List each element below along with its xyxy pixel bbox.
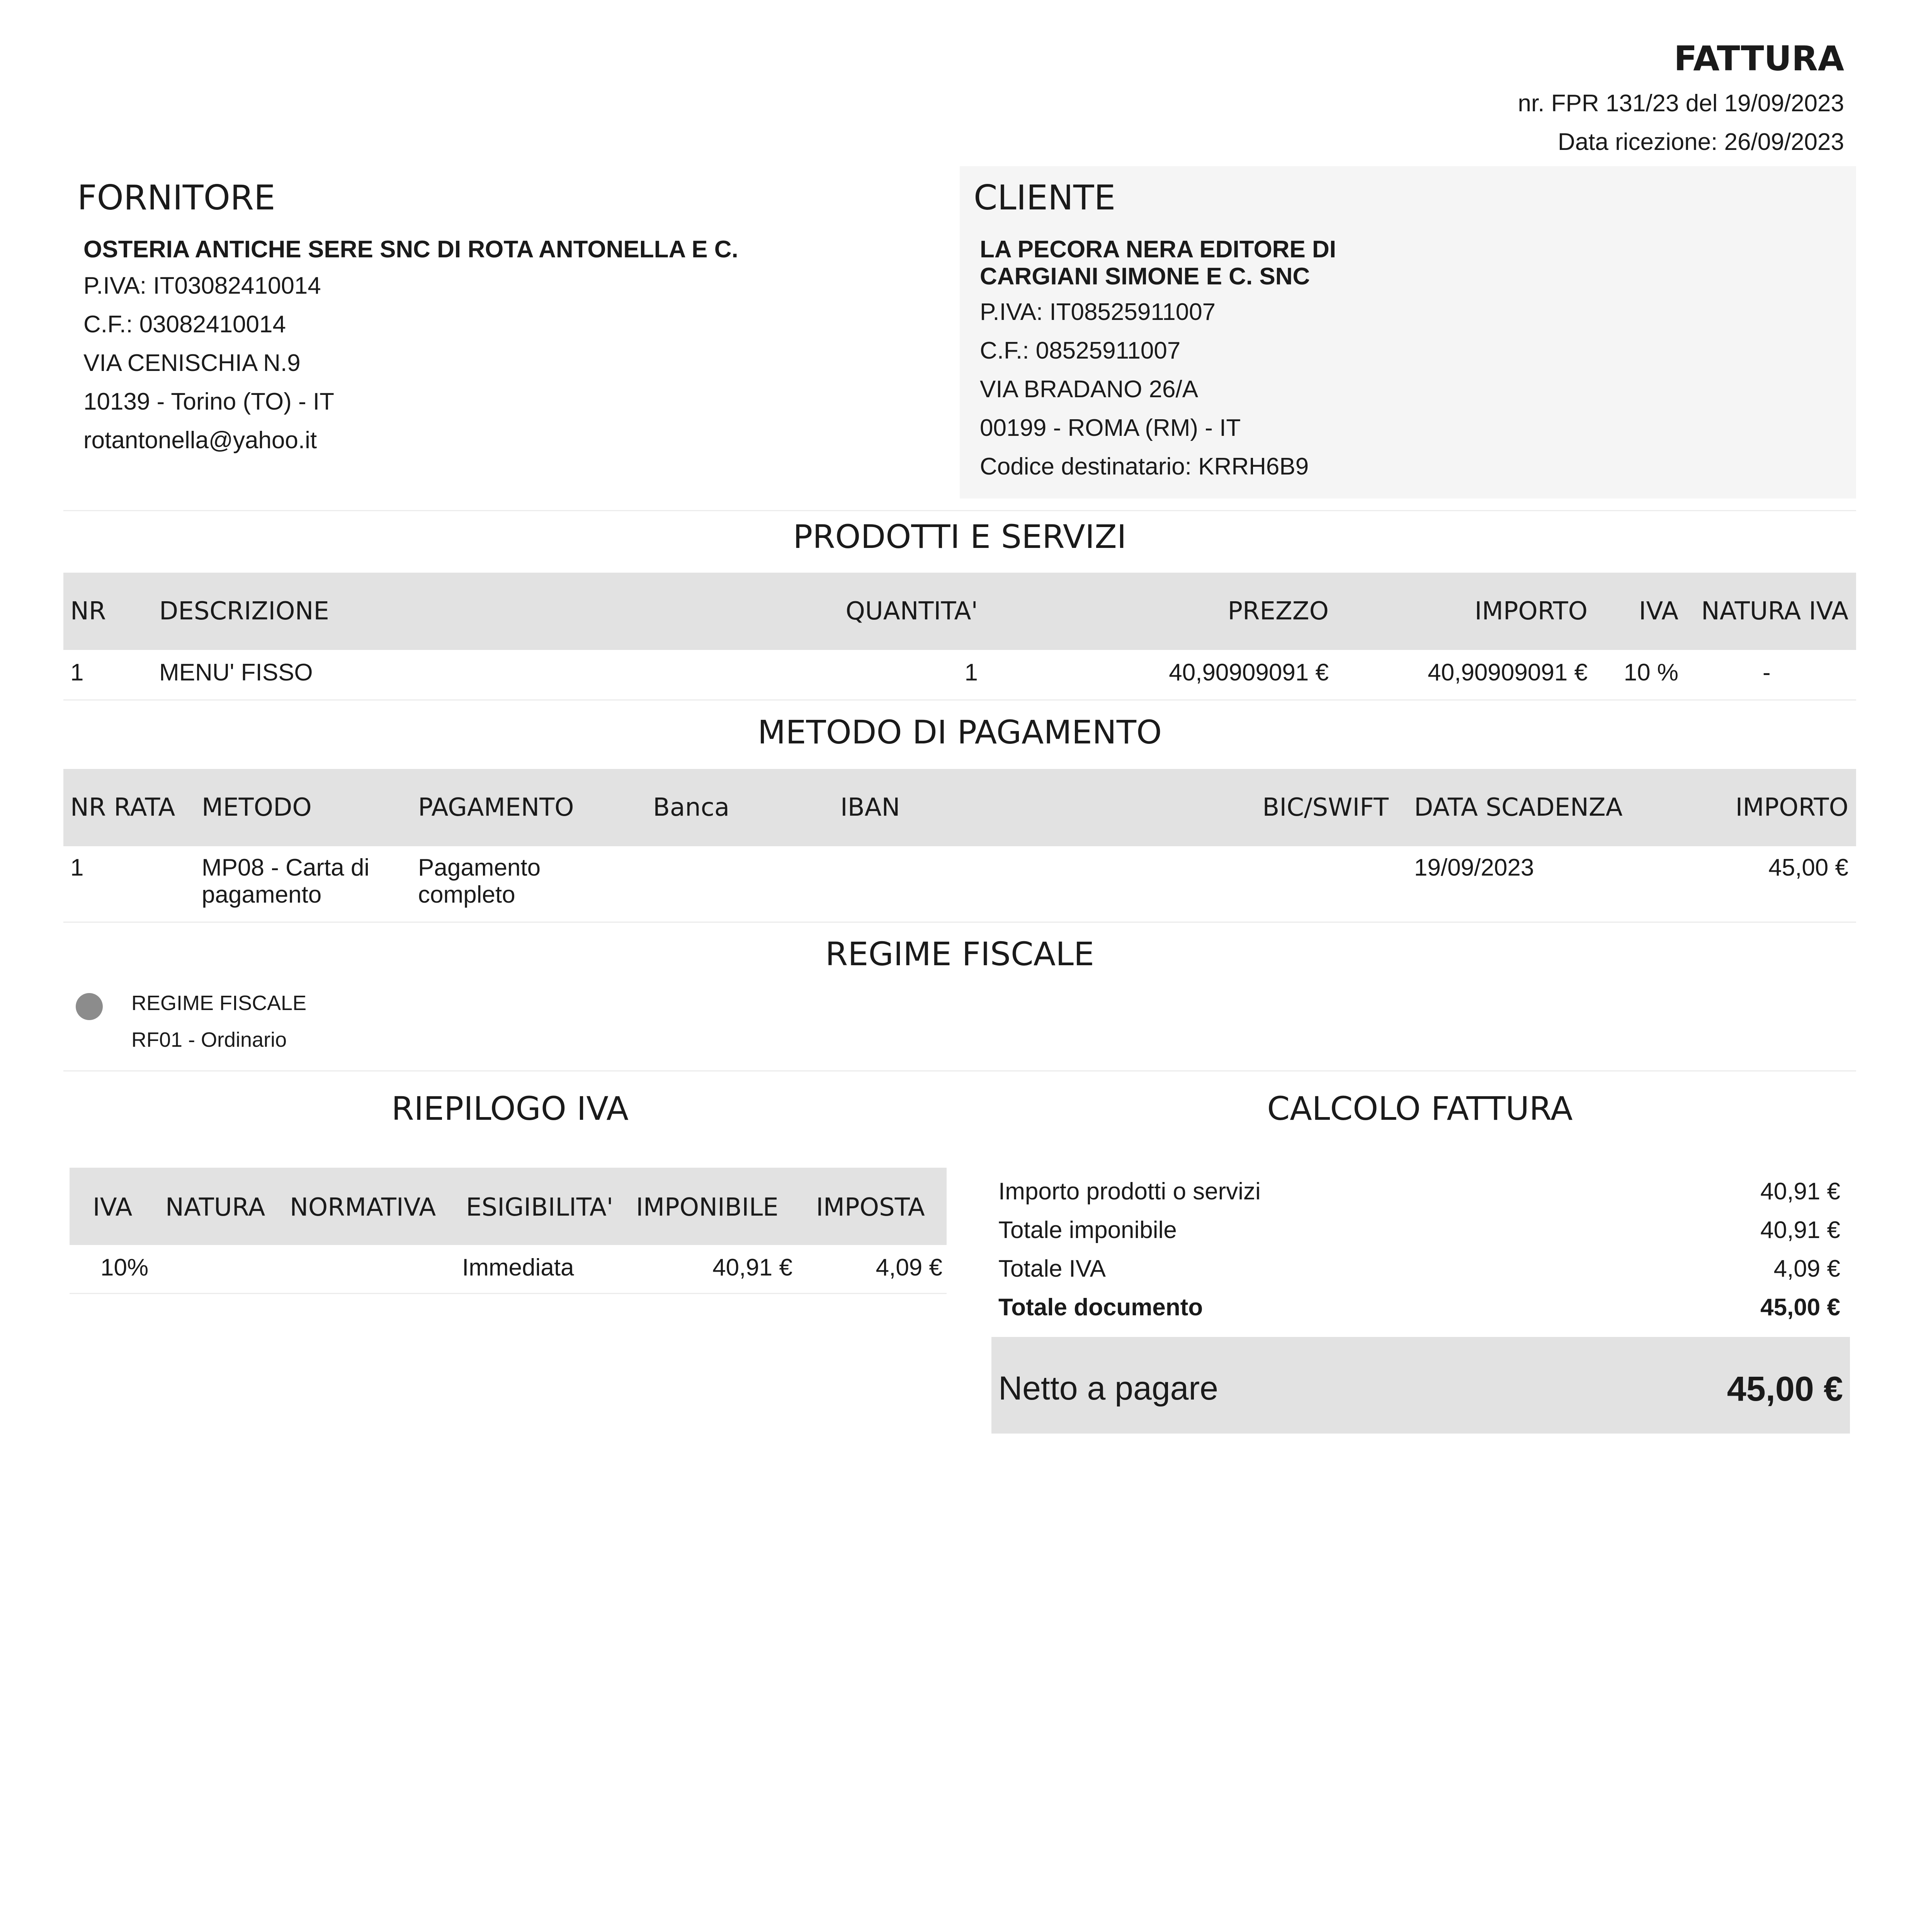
divider [63, 699, 1856, 701]
col-bic: BIC/SWIFT [1262, 793, 1389, 822]
client-fiscal-code: C.F.: 08525911007 [980, 337, 1181, 364]
col-description: DESCRIZIONE [159, 597, 329, 626]
payment-type-line1: Pagamento [418, 854, 541, 881]
calc-products-value: 40,91 € [1760, 1178, 1840, 1205]
regime-value: RF01 - Ordinario [131, 1028, 287, 1051]
client-heading: CLIENTE [974, 178, 1116, 218]
divider [63, 1070, 1856, 1071]
calc-products-label: Importo prodotti o servizi [998, 1178, 1261, 1205]
product-nr: 1 [70, 659, 84, 686]
product-quantity: 1 [964, 659, 978, 686]
vat-summary-title: RIEPILOGO IVA [391, 1090, 629, 1128]
col-tax: IMPOSTA [816, 1193, 925, 1222]
product-vat: 10 % [1624, 659, 1678, 686]
payment-due-date: 19/09/2023 [1414, 854, 1534, 881]
client-recipient-code: Codice destinatario: KRRH6B9 [980, 453, 1309, 480]
document-title: FATTURA [1674, 39, 1844, 78]
col-rule: NORMATIVA [290, 1193, 436, 1222]
col-chargeability: ESIGIBILITA' [466, 1193, 614, 1222]
supplier-name: OSTERIA ANTICHE SERE SNC DI ROTA ANTONELLA E C. [83, 236, 738, 263]
col-vat: IVA [1639, 597, 1678, 626]
client-name-line2: CARGIANI SIMONE E C. SNC [980, 263, 1310, 290]
payment-method-line1: MP08 - Carta di [202, 854, 370, 881]
calc-total-value: 45,00 € [1760, 1294, 1840, 1321]
bullet-icon [76, 993, 103, 1020]
col-rate: NR RATA [70, 793, 175, 822]
payment-type-line2: completo [418, 881, 515, 908]
col-method: METODO [202, 793, 312, 822]
payment-title: METODO DI PAGAMENTO [757, 713, 1162, 751]
vat-summary-taxable: 40,91 € [712, 1254, 792, 1281]
calc-total-label: Totale documento [998, 1294, 1203, 1321]
divider [63, 510, 1856, 511]
supplier-email: rotantonella@yahoo.it [83, 427, 317, 454]
client-section [960, 166, 1856, 498]
col-price: PREZZO [1227, 597, 1329, 626]
net-to-pay-label: Netto a pagare [998, 1370, 1218, 1407]
calc-taxable-label: Totale imponibile [998, 1217, 1177, 1243]
net-to-pay-box [991, 1337, 1850, 1434]
calc-vat-value: 4,09 € [1773, 1255, 1840, 1282]
regime-title: REGIME FISCALE [825, 935, 1094, 973]
supplier-section [63, 166, 944, 498]
calc-vat-label: Totale IVA [998, 1255, 1106, 1282]
products-title: PRODOTTI E SERVIZI [793, 518, 1127, 556]
product-description: MENU' FISSO [159, 659, 313, 686]
payment-rate: 1 [70, 854, 84, 881]
col-payment: PAGAMENTO [418, 793, 574, 822]
supplier-heading: FORNITORE [77, 178, 275, 218]
vat-summary-rate: 10% [100, 1254, 149, 1281]
regime-label: REGIME FISCALE [131, 992, 307, 1015]
col-amount: IMPORTO [1474, 597, 1588, 626]
col-nr: NR [70, 597, 106, 626]
supplier-vat: P.IVA: IT03082410014 [83, 272, 321, 299]
client-address: VIA BRADANO 26/A [980, 376, 1199, 403]
col-due-date: DATA SCADENZA [1414, 793, 1623, 822]
calc-taxable-value: 40,91 € [1760, 1217, 1840, 1243]
col-taxable: IMPONIBILE [636, 1193, 779, 1222]
col-payment-amount: IMPORTO [1735, 793, 1848, 822]
vat-summary-chargeability: Immediata [462, 1254, 574, 1281]
col-vat-rate: IVA [93, 1193, 133, 1222]
payment-method-line2: pagamento [202, 881, 322, 908]
client-vat: P.IVA: IT08525911007 [980, 299, 1216, 325]
client-name-line1: LA PECORA NERA EDITORE DI [980, 236, 1336, 263]
payment-amount: 45,00 € [1768, 854, 1848, 881]
col-quantity: QUANTITA' [845, 597, 978, 626]
col-vat-nature: NATURA IVA [1701, 597, 1848, 626]
col-bank: Banca [653, 793, 730, 822]
supplier-city: 10139 - Torino (TO) - IT [83, 388, 334, 415]
net-to-pay-value: 45,00 € [1727, 1370, 1843, 1408]
calc-title: CALCOLO FATTURA [1267, 1090, 1573, 1128]
vat-summary-tax: 4,09 € [876, 1254, 942, 1281]
invoice-number: nr. FPR 131/23 del 19/09/2023 [1518, 90, 1844, 117]
product-amount: 40,90909091 € [1428, 659, 1588, 686]
divider [70, 1293, 947, 1294]
col-iban: IBAN [840, 793, 900, 822]
supplier-address: VIA CENISCHIA N.9 [83, 350, 301, 376]
supplier-fiscal-code: C.F.: 03082410014 [83, 311, 286, 338]
divider [63, 922, 1856, 923]
reception-date: Data ricezione: 26/09/2023 [1557, 129, 1844, 155]
col-nature: NATURA [165, 1193, 265, 1222]
product-vat-nature: - [1763, 659, 1771, 686]
client-city: 00199 - ROMA (RM) - IT [980, 415, 1241, 441]
product-price: 40,90909091 € [1169, 659, 1329, 686]
